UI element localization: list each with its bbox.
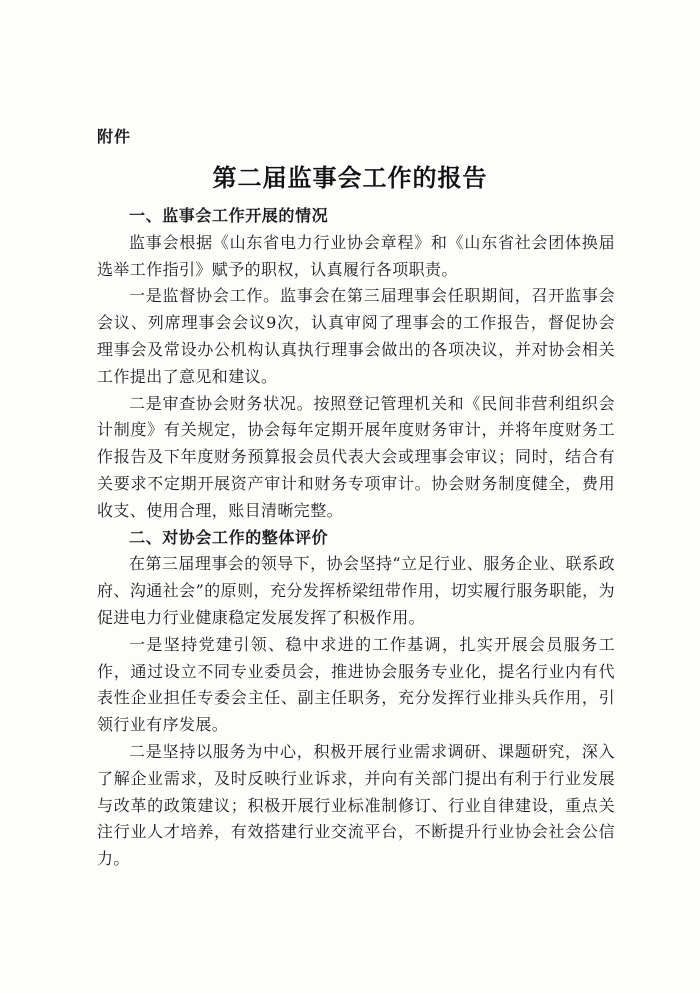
paragraph: 监事会根据《山东省电力行业协会章程》和《山东省社会团体换届选举工作指引》赋予的职权，认真履行各项职责。 xyxy=(97,232,615,279)
paragraph: 二是审查协会财务状况。按照登记管理机关和《民间非营利组织会计制度》有关规定，协会每年定期开展年度财务审计，并将年度财务工作报告及下年度财务预算报会员代表大会或理事会审议；同时，结合有关要求不定期开展资产审计和财务专项审计。协会财务制度健全，费用收支、使用合理，账目清晰完整。 xyxy=(97,393,615,520)
section-heading: 二、对协会工作的整体评价 xyxy=(129,527,329,547)
paragraph: 在第三届理事会的领导下，协会坚持“立足行业、服务企业、联系政府、沟通社会”的原则，充分发挥桥梁纽带作用，切实履行服务职能，为促进电力行业健康稳定发展发挥了积极作用。 xyxy=(97,554,615,627)
document-title: 第二届监事会工作的报告 xyxy=(212,163,488,192)
section-heading: 一、监事会工作开展的情况 xyxy=(129,206,329,225)
paragraph: 二是坚持以服务为中心，积极开展行业需求调研、课题研究，深入了解企业需求，及时反映行业诉求，并向有关部门提出有利于行业发展与改革的政策建议；积极开展行业标准制修订、行业自律建设，重点关注行业人才培养，有效搭建行业交流平台，不断提升行业协会社会公信力。 xyxy=(97,741,615,869)
attachment-label: 附件 xyxy=(97,127,132,146)
document-body xyxy=(97,203,615,873)
paragraph: 一是坚持党建引领、稳中求进的工作基调，扎实开展会员服务工作，通过设立不同专业委员会，推进协会服务专业化，提名行业内有代表性企业担任专委会主任、副主任职务，充分发挥行业排头兵作用，引领行业有序发展。 xyxy=(97,634,615,735)
paragraph: 一是监督协会工作。监事会在第三届理事会任职期间，召开监事会会议、列席理事会会议9次，认真审阅了理事会的工作报告，督促协会理事会及常设办公机构认真执行理事会做出的各项决议，并对协会相关工作提出了意见和建议。 xyxy=(97,286,615,386)
